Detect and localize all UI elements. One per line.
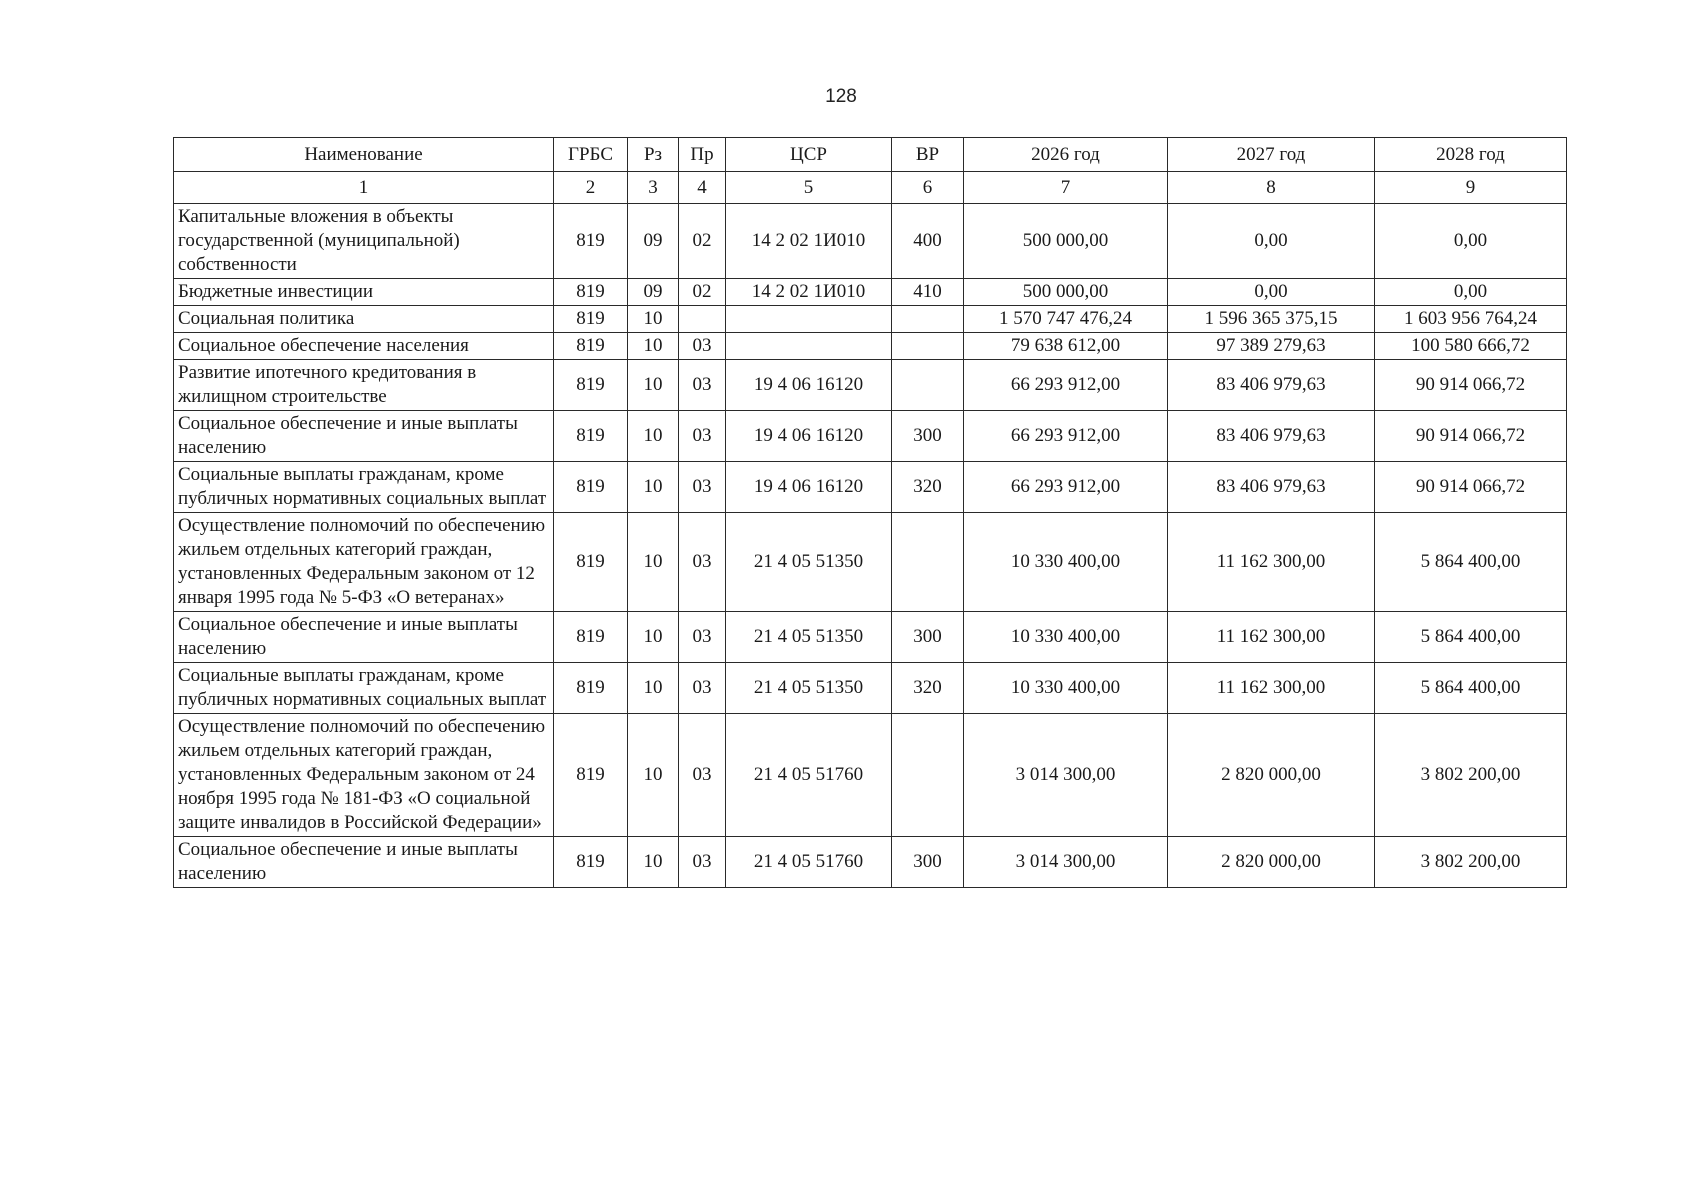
row-amount-2028: 5 864 400,00 [1375,513,1567,612]
row-pr: 02 [679,204,726,279]
row-amount-2026: 66 293 912,00 [964,360,1168,411]
row-csr: 21 4 05 51350 [726,513,892,612]
budget-table [173,137,1567,888]
row-amount-2026: 79 638 612,00 [964,333,1168,360]
table-row [174,279,1567,306]
row-name: Осуществление полномочий по обеспечению жильем отдельных категорий граждан, установленных Федеральным законом от 12 января 1995 года № 5-ФЗ «О ветеранах» [174,513,554,612]
row-vr [892,513,964,612]
row-amount-2028: 90 914 066,72 [1375,411,1567,462]
row-grbs: 819 [554,837,628,888]
row-pr: 03 [679,333,726,360]
row-csr: 14 2 02 1И010 [726,204,892,279]
row-grbs: 819 [554,279,628,306]
row-csr: 21 4 05 51760 [726,837,892,888]
row-pr: 03 [679,837,726,888]
table-row [174,612,1567,663]
column-number: 4 [679,172,726,204]
row-vr: 410 [892,279,964,306]
row-amount-2026: 66 293 912,00 [964,462,1168,513]
row-grbs: 819 [554,462,628,513]
row-amount-2026: 500 000,00 [964,279,1168,306]
row-vr [892,333,964,360]
row-vr [892,360,964,411]
header-pr: Пр [679,138,726,172]
row-name: Социальные выплаты гражданам, кроме публичных нормативных социальных выплат [174,663,554,714]
row-name: Капитальные вложения в объекты государственной (муниципальной) собственности [174,204,554,279]
row-rz: 10 [628,513,679,612]
row-amount-2026: 10 330 400,00 [964,663,1168,714]
row-amount-2026: 3 014 300,00 [964,714,1168,837]
row-amount-2026: 10 330 400,00 [964,513,1168,612]
header-rz: Рз [628,138,679,172]
row-amount-2027: 83 406 979,63 [1168,462,1375,513]
row-amount-2028: 5 864 400,00 [1375,612,1567,663]
row-amount-2027: 0,00 [1168,204,1375,279]
table-row [174,360,1567,411]
column-number: 5 [726,172,892,204]
header-vr: ВР [892,138,964,172]
row-vr: 320 [892,462,964,513]
row-name: Социальное обеспечение и иные выплаты населению [174,411,554,462]
row-pr: 03 [679,513,726,612]
row-rz: 09 [628,279,679,306]
row-vr [892,714,964,837]
header-row [174,138,1567,172]
header-2028: 2028 год [1375,138,1567,172]
row-amount-2028: 90 914 066,72 [1375,462,1567,513]
row-csr [726,333,892,360]
row-amount-2027: 83 406 979,63 [1168,411,1375,462]
row-amount-2027: 11 162 300,00 [1168,612,1375,663]
row-csr: 19 4 06 16120 [726,360,892,411]
row-amount-2027: 11 162 300,00 [1168,513,1375,612]
row-grbs: 819 [554,612,628,663]
table-row [174,462,1567,513]
row-rz: 10 [628,837,679,888]
table-row [174,714,1567,837]
row-pr: 03 [679,714,726,837]
row-amount-2028: 3 802 200,00 [1375,837,1567,888]
row-rz: 10 [628,411,679,462]
row-grbs: 819 [554,714,628,837]
header-grbs: ГРБС [554,138,628,172]
header-2026: 2026 год [964,138,1168,172]
row-amount-2026: 500 000,00 [964,204,1168,279]
row-grbs: 819 [554,204,628,279]
row-rz: 10 [628,333,679,360]
row-rz: 10 [628,306,679,333]
row-csr: 21 4 05 51760 [726,714,892,837]
row-grbs: 819 [554,333,628,360]
row-vr: 300 [892,411,964,462]
row-amount-2028: 5 864 400,00 [1375,663,1567,714]
table-row [174,411,1567,462]
row-vr [892,306,964,333]
row-vr: 320 [892,663,964,714]
row-rz: 10 [628,663,679,714]
row-amount-2028: 0,00 [1375,204,1567,279]
row-amount-2028: 1 603 956 764,24 [1375,306,1567,333]
row-amount-2027: 2 820 000,00 [1168,837,1375,888]
row-grbs: 819 [554,411,628,462]
column-number: 6 [892,172,964,204]
table-row [174,663,1567,714]
row-amount-2027: 0,00 [1168,279,1375,306]
row-rz: 10 [628,360,679,411]
row-amount-2026: 1 570 747 476,24 [964,306,1168,333]
row-amount-2028: 90 914 066,72 [1375,360,1567,411]
column-number: 2 [554,172,628,204]
row-grbs: 819 [554,513,628,612]
row-amount-2028: 0,00 [1375,279,1567,306]
row-amount-2026: 3 014 300,00 [964,837,1168,888]
column-number: 3 [628,172,679,204]
row-amount-2028: 100 580 666,72 [1375,333,1567,360]
row-amount-2028: 3 802 200,00 [1375,714,1567,837]
row-csr: 19 4 06 16120 [726,411,892,462]
row-pr [679,306,726,333]
row-name: Социальное обеспечение населения [174,333,554,360]
header-2027: 2027 год [1168,138,1375,172]
row-amount-2027: 83 406 979,63 [1168,360,1375,411]
row-name: Осуществление полномочий по обеспечению жильем отдельных категорий граждан, установленных Федеральным законом от 24 ноября 1995 года № 181-ФЗ «О социальной защите инвалидов в Российской Федерации» [174,714,554,837]
row-pr: 03 [679,663,726,714]
table-row [174,837,1567,888]
row-csr: 21 4 05 51350 [726,612,892,663]
header-csr: ЦСР [726,138,892,172]
table-row [174,513,1567,612]
column-number: 8 [1168,172,1375,204]
row-grbs: 819 [554,306,628,333]
row-vr: 400 [892,204,964,279]
row-vr: 300 [892,837,964,888]
row-name: Бюджетные инвестиции [174,279,554,306]
table-row [174,204,1567,279]
row-amount-2027: 1 596 365 375,15 [1168,306,1375,333]
row-name: Социальные выплаты гражданам, кроме публичных нормативных социальных выплат [174,462,554,513]
row-pr: 03 [679,462,726,513]
row-rz: 10 [628,462,679,513]
table-row [174,306,1567,333]
row-rz: 09 [628,204,679,279]
row-pr: 03 [679,360,726,411]
row-amount-2026: 66 293 912,00 [964,411,1168,462]
row-amount-2027: 97 389 279,63 [1168,333,1375,360]
row-vr: 300 [892,612,964,663]
column-number: 9 [1375,172,1567,204]
row-name: Социальное обеспечение и иные выплаты населению [174,612,554,663]
row-csr: 19 4 06 16120 [726,462,892,513]
row-name: Развитие ипотечного кредитования в жилищном строительстве [174,360,554,411]
header-name: Наименование [174,138,554,172]
row-csr: 14 2 02 1И010 [726,279,892,306]
row-name: Социальное обеспечение и иные выплаты населению [174,837,554,888]
column-number: 1 [174,172,554,204]
row-grbs: 819 [554,360,628,411]
row-rz: 10 [628,714,679,837]
row-grbs: 819 [554,663,628,714]
row-pr: 03 [679,612,726,663]
row-amount-2027: 2 820 000,00 [1168,714,1375,837]
column-number: 7 [964,172,1168,204]
row-pr: 02 [679,279,726,306]
row-csr: 21 4 05 51350 [726,663,892,714]
row-rz: 10 [628,612,679,663]
row-csr [726,306,892,333]
row-name: Социальная политика [174,306,554,333]
row-amount-2027: 11 162 300,00 [1168,663,1375,714]
row-amount-2026: 10 330 400,00 [964,612,1168,663]
column-number-row [174,172,1567,204]
row-pr: 03 [679,411,726,462]
table-row [174,333,1567,360]
page-number: 128 [825,86,857,107]
